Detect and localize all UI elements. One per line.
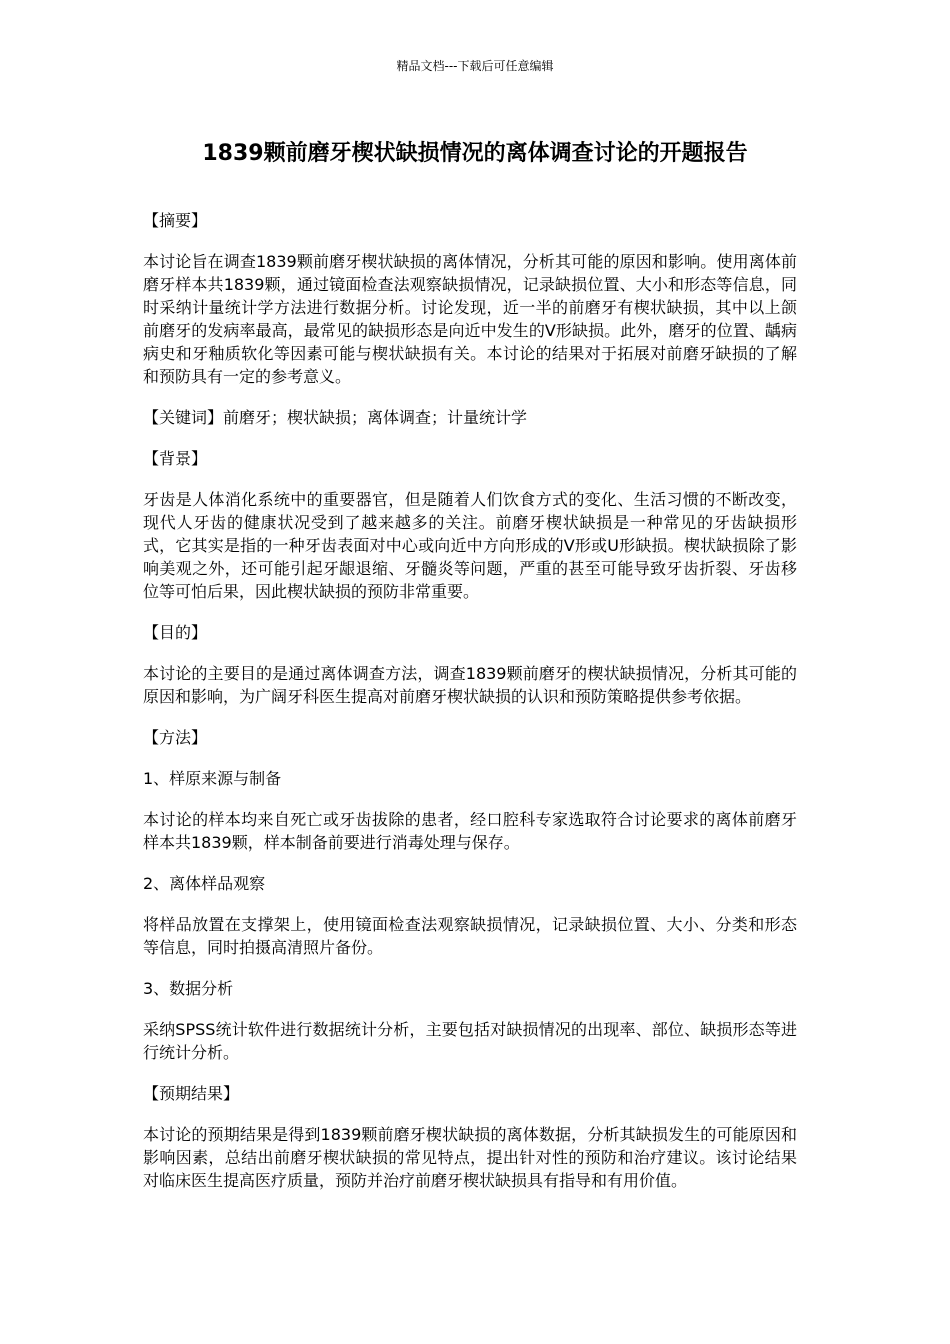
header-note: 精品文档---下载后可任意编辑 <box>396 59 554 73</box>
document-body <box>143 209 797 1210</box>
keywords-line: 【关键词】前磨牙；楔状缺损；离体调查；计量统计学 <box>143 408 528 427</box>
method2-text: 将样品放置在支撑架上，使用镜面检查法观察缺损情况，记录缺损位置、大小、分类和形态等信息，同时拍摄高清照片备份。 <box>143 915 797 957</box>
page-title: 1839颗前磨牙楔状缺损情况的离体调查讨论的开题报告 <box>202 141 748 166</box>
background-text: 牙齿是人体消化系统中的重要器官，但是随着人们饮食方式的变化、生活习惯的不断改变，现代人牙齿的健康状况受到了越来越多的关注。前磨牙楔状缺损是一种常见的牙齿缺损形式，它其实是指的一种牙齿表面对中心或向近中方向形成的V形或U形缺损。楔状缺损除了影响美观之外，还可能引起牙龈退缩、牙髓炎等问题，严重的甚至可能导致牙齿折裂、牙齿移位等可怕后果，因此楔状缺损的预防非常重要。 <box>143 490 797 601</box>
method3-text: 采纳SPSS统计软件进行数据统计分析，主要包括对缺损情况的出现率、部位、缺损形态等进行统计分析。 <box>143 1020 797 1062</box>
method1-heading: 1、样原来源与制备 <box>143 769 282 788</box>
abstract-text: 本讨论旨在调查1839颗前磨牙楔状缺损的离体情况，分析其可能的原因和影响。使用离体前磨牙样本共1839颗，通过镜面检查法观察缺损情况，记录缺损位置、大小和形态等信息，同时采纳计量统计学方法进行数据分析。讨论发现，近一半的前磨牙有楔状缺损，其中以上颌前磨牙的发病率最高，最常见的缺损形态是向近中发生的V形缺损。此外，磨牙的位置、龋病病史和牙釉质软化等因素可能与楔状缺损有关。本讨论的结果对于拓展对前磨牙缺损的了解和预防具有一定的参考意义。 <box>143 252 797 386</box>
method2-heading: 2、离体样品观察 <box>143 874 266 893</box>
background-heading: 【背景】 <box>143 449 208 468</box>
results-text: 本讨论的预期结果是得到1839颗前磨牙楔状缺损的离体数据，分析其缺损发生的可能原因和影响因素，总结出前磨牙楔状缺损的常见特点，提出针对性的预防和治疗建议。该讨论结果对临床医生提高医疗质量，预防并治疗前磨牙楔状缺损具有指导和有用价值。 <box>143 1125 797 1190</box>
method3-heading: 3、数据分析 <box>143 979 234 998</box>
purpose-text: 本讨论的主要目的是通过离体调查方法，调查1839颗前磨牙的楔状缺损情况，分析其可能的原因和影响，为广阔牙科医生提高对前磨牙楔状缺损的认识和预防策略提供参考依据。 <box>143 664 797 706</box>
methods-heading: 【方法】 <box>143 728 208 747</box>
method1-text: 本讨论的样本均来自死亡或牙齿拔除的患者，经口腔科专家选取符合讨论要求的离体前磨牙样本共1839颗，样本制备前要进行消毒处理与保存。 <box>143 810 797 852</box>
abstract-heading: 【摘要】 <box>143 211 208 230</box>
results-heading: 【预期结果】 <box>143 1084 240 1103</box>
purpose-heading: 【目的】 <box>143 623 208 642</box>
